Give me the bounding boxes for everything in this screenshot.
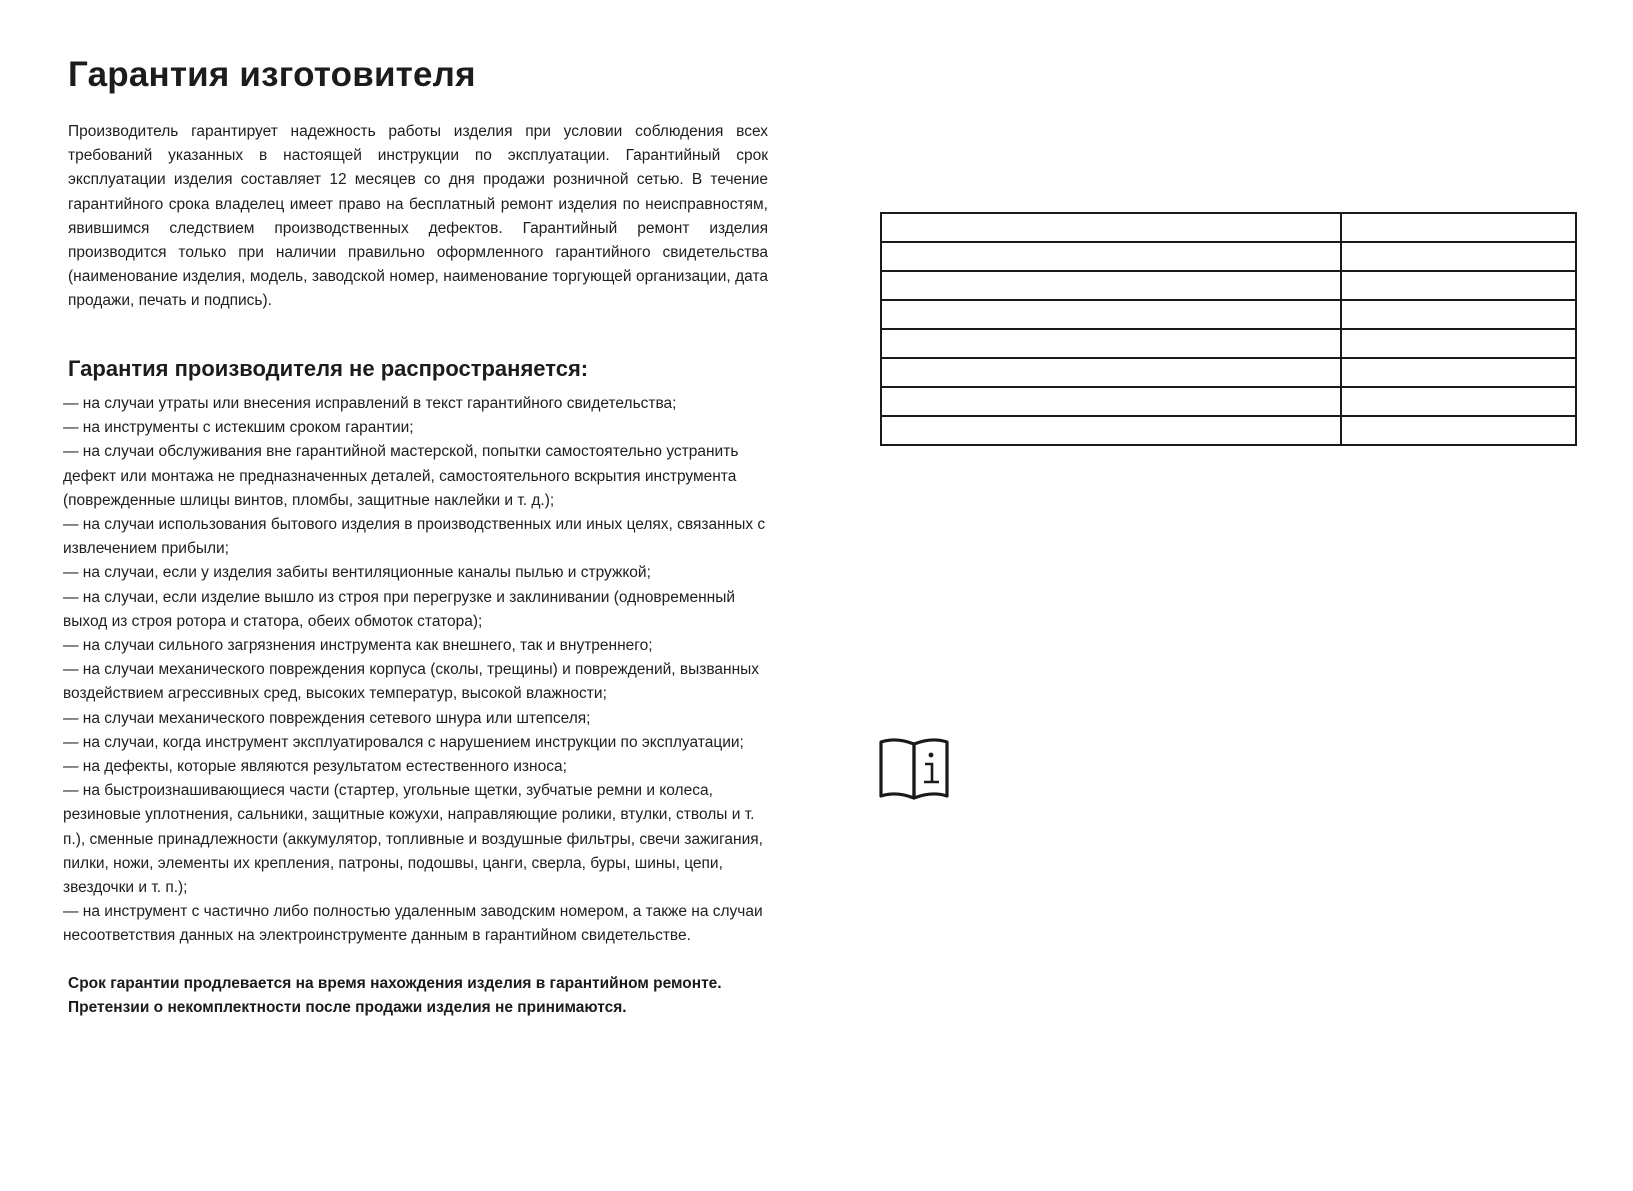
- table-row: [881, 329, 1576, 358]
- table-row: [881, 242, 1576, 271]
- table-cell: [1341, 300, 1576, 329]
- table-cell: [881, 387, 1341, 416]
- table-row: [881, 271, 1576, 300]
- note-completeness: Претензии о некомплектности после продажи изделия не принимаются.: [68, 999, 627, 1017]
- table-cell: [881, 242, 1341, 271]
- table-row: [881, 213, 1576, 242]
- list-item: — на быстроизнашивающиеся части (стартер, угольные щетки, зубчатые ремни и колеса, резиновые уплотнения, сальники, защитные кожухи, направляющие ролики, втулки, стволы и т. п.), сменные принадлежности (аккумулятор, топливные и воздушные фильтры, свечи зажигания, пилки, ножи, элементы их крепления, патроны, подошвы, цанги, сверла, буры, шины, цепи, звездочки и т. п.);: [63, 782, 763, 897]
- warranty-table: [880, 212, 1577, 446]
- table-cell: [1341, 358, 1576, 387]
- list-item: — на случаи, если у изделия забиты вентиляционные каналы пылью и стружкой;: [63, 564, 651, 582]
- table-cell: [1341, 242, 1576, 271]
- manual-info-icon: [878, 738, 950, 800]
- table-cell: [881, 300, 1341, 329]
- list-item: — на случаи, если изделие вышло из строя при перегрузке и заклинивании (одновременный выход из строя ротора и статора, обеих обмоток статора);: [63, 588, 736, 630]
- list-item: — на случаи использования бытового изделия в производственных или иных целях, связанных с извлечением прибыли;: [63, 516, 766, 558]
- list-item: — на инструмент с частично либо полностью удаленным заводским номером, а также на случаи несоответствия данных на электроинструменте данным в гарантийном свидетельстве.: [63, 903, 763, 945]
- intro-paragraph: Производитель гарантирует надежность работы изделия при условии соблюдения всех требований указанных в настоящей инструкции по эксплуатации. Гарантийный срок эксплуатации изделия составляет 12 месяцев со дня продажи розничной сетью. В течение гарантийного срока владелец имеет право на бесплатный ремонт изделия по неисправностям, явившимся следствием производственных дефектов. Гарантийный ремонт изделия производится только при наличии правильно оформленного гарантийного свидетельства (наименование изделия, модель, заводской номер, наименование торгующей организации, дата продажи, печать и подпись).: [68, 123, 768, 310]
- list-item: — на случаи механического повреждения сетевого шнура или штепселя;: [63, 709, 591, 727]
- table-row: [881, 300, 1576, 329]
- table-row: [881, 387, 1576, 416]
- table-cell: [881, 358, 1341, 387]
- warranty-section: [68, 50, 768, 402]
- list-item: — на инструменты с истекшим сроком гарантии;: [63, 419, 414, 437]
- exclusions-list: [63, 392, 773, 949]
- page-title: Гарантия изготовителя: [68, 55, 476, 94]
- table-cell: [1341, 387, 1576, 416]
- table-cell: [1341, 416, 1576, 445]
- list-item: — на случаи сильного загрязнения инструмента как внешнего, так и внутреннего;: [63, 637, 653, 655]
- table-cell: [1341, 213, 1576, 242]
- table-cell: [1341, 329, 1576, 358]
- table-cell: [1341, 271, 1576, 300]
- warranty-notes: [68, 972, 768, 1020]
- table-row: [881, 358, 1576, 387]
- list-item: — на дефекты, которые являются результатом естественного износа;: [63, 758, 567, 776]
- list-item: — на случаи механического повреждения корпуса (сколы, трещины) и повреждений, вызванных воздействием агрессивных сред, высоких температур, высокой влажности;: [63, 661, 760, 703]
- exclusions-title: Гарантия производителя не распространяется:: [68, 355, 589, 381]
- note-extension: Срок гарантии продлевается на время нахождения изделия в гарантийном ремонте.: [68, 975, 722, 992]
- table-cell: [881, 416, 1341, 445]
- list-item: — на случаи утраты или внесения исправлений в текст гарантийного свидетельства;: [63, 395, 677, 412]
- list-item: — на случаи обслуживания вне гарантийной мастерской, попытки самостоятельно устранить дефект или монтажа не предназначенных деталей, самостоятельного вскрытия инструмента (поврежденные шлицы винтов, пломбы, защитные наклейки и т. д.);: [63, 443, 739, 509]
- table-cell: [881, 271, 1341, 300]
- table-row: [881, 416, 1576, 445]
- table-cell: [881, 213, 1341, 242]
- table-cell: [881, 329, 1341, 358]
- list-item: — на случаи, когда инструмент эксплуатировался с нарушением инструкции по эксплуатации;: [63, 733, 744, 751]
